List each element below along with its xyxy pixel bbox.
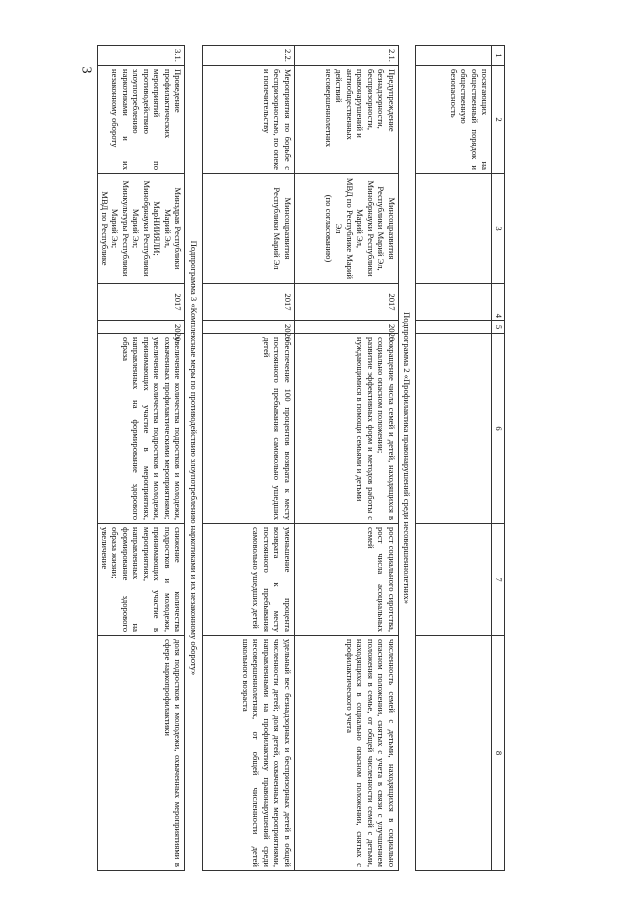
row-3-1-name: Проведение профилактических мероприятий по противодействию злоупотреблению наркотиками и их незаконному обороту [98, 66, 185, 174]
row-2-1-indicator: численность семей с детьми, находящихся в социально опасном положении, снятых с учета в связи с улучшением положения в семье, от общей численности семей с детьми, находящихся в социально опасном положении, снятых с профилактического учета [294, 636, 398, 871]
rotated-page-area [99, 45, 505, 870]
row0-name: посягающих на общественный порядок и общественную безопасность [416, 66, 492, 174]
header-col-2: 2 [492, 66, 505, 174]
rotated-content [99, 45, 505, 870]
header-col-8: 8 [492, 636, 505, 871]
row-2-2-indicator: удельный вес безнадзорных и беспризорных детей в общей численности детей; доля детей, охваченных мероприятиями, направленными на профилактику правонарушений среди несовершеннолетних, от общей численности детей школьного возраста [202, 636, 294, 871]
row-3-1-consequence: снижение количества подростков и молодежи, принимающих участие в мероприятиях, направленных на формирование здорового образа жизни; увеличение [98, 524, 185, 636]
header-row [492, 46, 505, 871]
header-col-4: 4 [492, 284, 505, 321]
header-col-1: 1 [492, 46, 505, 66]
row-3-1-executors: Минздрав Республики Марий Эл, МарНИИЯЛИ; Минобрнауки Республики Марий Эл; Минкультуры Республики Марий Эл; МВД по Республике [98, 174, 185, 284]
row-2-1-end: 2020 [294, 321, 398, 334]
header-col-6: 6 [492, 334, 505, 524]
row-2-2-start: 2017 [202, 284, 294, 321]
subprogram-row [185, 46, 202, 871]
table-row [202, 46, 294, 871]
table-row [98, 46, 185, 871]
row-2-1-executors: Минсоцразвития Республики Марий Эл, Минобрнауки Республики Марий Эл, МВД по Республике Марий Эл (по согласованию) [294, 174, 398, 284]
row-2-1-consequence: рост социального сиротства, рост числа асоциальных семей [294, 524, 398, 636]
subprogram-row [398, 46, 415, 871]
table-row [294, 46, 398, 871]
header-col-7: 7 [492, 524, 505, 636]
program-table [97, 45, 505, 871]
row-2-1-start: 2017 [294, 284, 398, 321]
row-2-2-consequence: уменьшение процента возврата к месту постоянного пребывания самовольно ушедших детей [202, 524, 294, 636]
row-2-2-executors: Минсоцразвития Республики Марий Эл [202, 174, 294, 284]
row-3-1-result: увеличение количества подростков и молодежи, охваченных профилактическими мероприятиями; увеличение количества подростков и молодежи, принимающих участие в мероприятиях, направленных на формирование здорового образа [98, 334, 185, 524]
row-2-1-number: 2.1. [294, 46, 398, 66]
header-col-3: 3 [492, 174, 505, 284]
subprogram-3-title: Подпрограмма 3 «Комплексные меры по противодействию злоупотреблению наркотиками и их незаконному обороту» [185, 46, 202, 871]
page-number: 3 [78, 66, 94, 74]
row-2-2-number: 2.2. [202, 46, 294, 66]
subprogram-2-title: Подпрограмма 2 «Профилактика правонарушений среди несовершеннолетних» [398, 46, 415, 871]
row-2-2-result: обеспечение 100 процентов возврата к месту постоянного пребывания самовольно ушедших детей [202, 334, 294, 524]
row-3-1-indicator: доля подростков и молодежи, охваченных мероприятиями в сфере наркопрофилактики [98, 636, 185, 871]
table-row [416, 46, 492, 871]
row-2-1-name: Предупреждение безнадзорности, беспризорности, правонарушений и антиобщественных действий несовершеннолетних [294, 66, 398, 174]
row-3-1-end: 2020 [98, 321, 185, 334]
row-2-2-name: Мероприятия по борьбе с беспризорностью, по опеке и попечительству [202, 66, 294, 174]
row-3-1-number: 3.1. [98, 46, 185, 66]
row-2-1-result: сокращение числа семей и детей, находящихся в социально опасном положении; развитие эффективных форм и методов работы с нуждающимися в помощи семьями и детьми [294, 334, 398, 524]
row-3-1-start: 2017 [98, 284, 185, 321]
header-col-5: 5 [492, 321, 505, 334]
row-2-2-end: 2020 [202, 321, 294, 334]
